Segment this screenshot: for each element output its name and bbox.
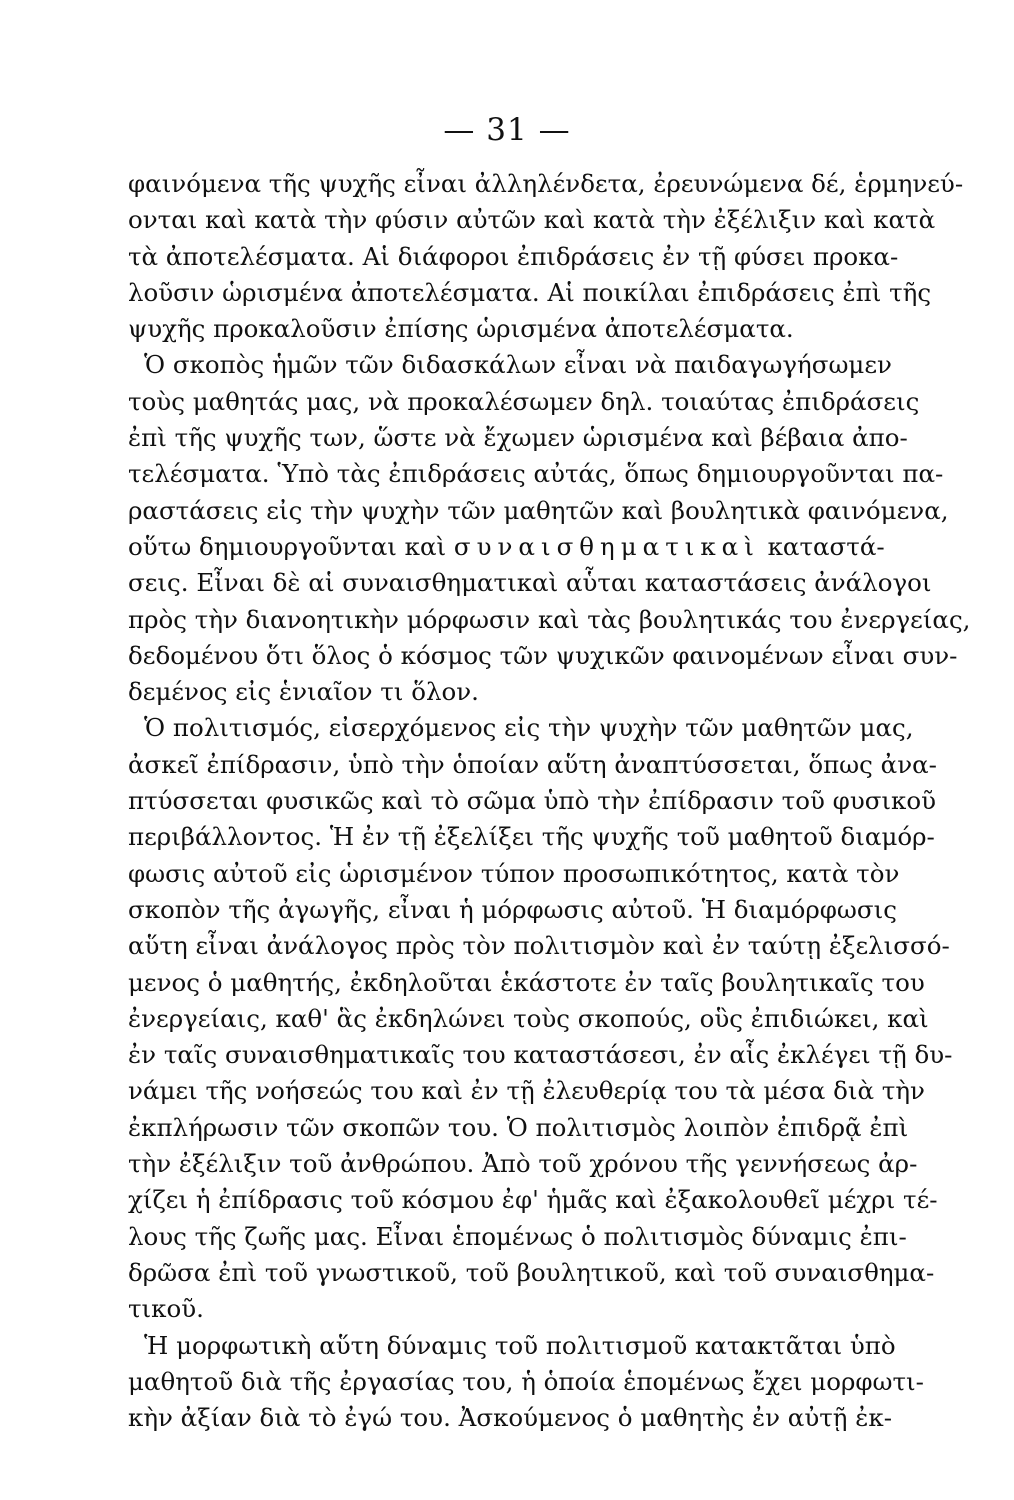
text-line: τὰ ἀποτελέσματα. Αἱ διάφοροι ἐπιδράσεις ἐν τῇ φύσει προκα- [128, 241, 899, 271]
text-line: περιβάλλοντος. Ἡ ἐν τῇ ἐξελίξει τῆς ψυχῆς τοῦ μαθητοῦ διαμόρ- [128, 822, 935, 852]
spaced-emphasis: συναισθηματικαὶ [453, 531, 760, 561]
text-line: κὴν ἀξίαν διὰ τὸ ἐγώ του. Ἀσκούμενος ὁ μαθητὴς ἐν αὐτῇ ἐκ- [128, 1403, 892, 1433]
text-line: τικοῦ. [128, 1294, 204, 1324]
text-line: μαθητοῦ διὰ τῆς ἐργασίας του, ἡ ὁποία ἑπομένως ἔχει μορφωτι- [128, 1366, 924, 1396]
paragraph-start-line: Ἡ μορφωτικὴ αὕτη δύναμις τοῦ πολιτισμοῦ κατακτᾶται ὑπὸ [144, 1330, 896, 1360]
text-line: δρῶσα ἐπὶ τοῦ γνωστικοῦ, τοῦ βουλητικοῦ, καὶ τοῦ συναισθημα- [128, 1257, 935, 1287]
text-line: χίζει ἡ ἐπίδρασις τοῦ κόσμου ἐφ' ἡμᾶς καὶ ἐξακολουθεῖ μέχρι τέ- [128, 1185, 938, 1215]
text-line: ἐνεργείαις, καθ' ἃς ἐκδηλώνει τοὺς σκοπούς, οὓς ἐπιδιώκει, καὶ [128, 1003, 929, 1033]
text-line: φωσις αὐτοῦ εἰς ὡρισμένον τύπον προσωπικότητος, κατὰ τὸν [128, 858, 900, 888]
text-line: δεδομένου ὅτι ὅλος ὁ κόσμος τῶν ψυχικῶν φαινομένων εἶναι συν- [128, 640, 958, 670]
paragraph-start-line: Ὁ πολιτισμός, εἰσερχόμενος εἰς τὴν ψυχὴν τῶν μαθητῶν μας, [144, 713, 914, 743]
text-line: λοῦσιν ὡρισμένα ἀποτελέσματα. Αἱ ποικίλαι ἐπιδράσεις ἐπὶ τῆς [128, 277, 932, 307]
text-line-spaced-term: οὕτω δημιουργοῦνται καὶ συναισθηματικαὶ καταστά- [128, 531, 885, 561]
text-line: ἐν ταῖς συναισθηματικαῖς του καταστάσεσι, ἐν αἷς ἐκλέγει τῇ δυ- [128, 1040, 953, 1070]
text-line: ψυχῆς προκαλοῦσιν ἐπίσης ὡρισμένα ἀποτελέσματα. [128, 314, 794, 344]
text-line: δεμένος εἰς ἑνιαῖον τι ὅλον. [128, 677, 479, 707]
text-line: αὕτη εἶναι ἀνάλογος πρὸς τὸν πολιτισμὸν καὶ ἐν ταύτῃ ἐξελισσό- [128, 931, 950, 961]
text-line: φαινόμενα τῆς ψυχῆς εἶναι ἀλληλένδετα, ἐρευνώμενα δέ, ἑρμηνεύ- [128, 169, 964, 198]
text-line: σκοπὸν τῆς ἀγωγῆς, εἶναι ἡ μόρφωσις αὐτοῦ. Ἡ διαμόρφωσις [128, 894, 897, 924]
text-line: ἀσκεῖ ἐπίδρασιν, ὑπὸ τὴν ὁποίαν αὕτη ἀναπτύσσεται, ὅπως ἀνα- [128, 749, 937, 779]
text-line: ονται καὶ κατὰ τὴν φύσιν αὐτῶν καὶ κατὰ τὴν ἐξέλιξιν καὶ κατὰ [128, 205, 936, 235]
text-line: τοὺς μαθητάς μας, νὰ προκαλέσωμεν δηλ. τοιαύτας ἐπιδράσεις [128, 386, 920, 416]
text-line: νάμει τῆς νοήσεώς του καὶ ἐν τῇ ἐλευθερίᾳ του τὰ μέσα διὰ τὴν [128, 1076, 925, 1106]
text-line: πτύσσεται φυσικῶς καὶ τὸ σῶμα ὑπὸ τὴν ἐπίδρασιν τοῦ φυσικοῦ [128, 786, 936, 816]
text-line: λους τῆς ζωῆς μας. Εἶναι ἑπομένως ὁ πολιτισμὸς δύναμις ἐπι- [128, 1221, 907, 1251]
page-number: — 31 — [443, 112, 571, 148]
text-line: μενος ὁ μαθητής, ἐκδηλοῦται ἑκάστοτε ἐν ταῖς βουλητικαῖς του [128, 967, 925, 997]
text-line: τὴν ἐξέλιξιν τοῦ ἀνθρώπου. Ἀπὸ τοῦ χρόνου τῆς γεννήσεως ἀρ- [128, 1149, 918, 1179]
text-line: πρὸς τὴν διανοητικὴν μόρφωσιν καὶ τὰς βουλητικάς του ἐνεργείας, [128, 604, 971, 634]
paragraph-start-line: Ὁ σκοπὸς ἡμῶν τῶν διδασκάλων εἶναι νὰ παιδαγωγήσωμεν [144, 350, 892, 380]
text-line: τελέσματα. Ὑπὸ τὰς ἐπιδράσεις αὐτάς, ὅπως δημιουργοῦνται πα- [128, 459, 944, 489]
body-text [128, 166, 971, 1436]
text-line: ἐκπλήρωσιν τῶν σκοπῶν του. Ὁ πολιτισμὸς λοιπὸν ἐπιδρᾷ ἐπὶ [128, 1112, 909, 1142]
text-line: σεις. Εἶναι δὲ αἱ συναισθηματικαὶ αὗται καταστάσεις ἀνάλογοι [128, 568, 932, 598]
text-line: ἐπὶ τῆς ψυχῆς των, ὥστε νὰ ἔχωμεν ὡρισμένα καὶ βέβαια ἀπο- [128, 423, 908, 453]
text-line: ραστάσεις εἰς τὴν ψυχὴν τῶν μαθητῶν καὶ βουλητικὰ φαινόμενα, [128, 495, 949, 525]
